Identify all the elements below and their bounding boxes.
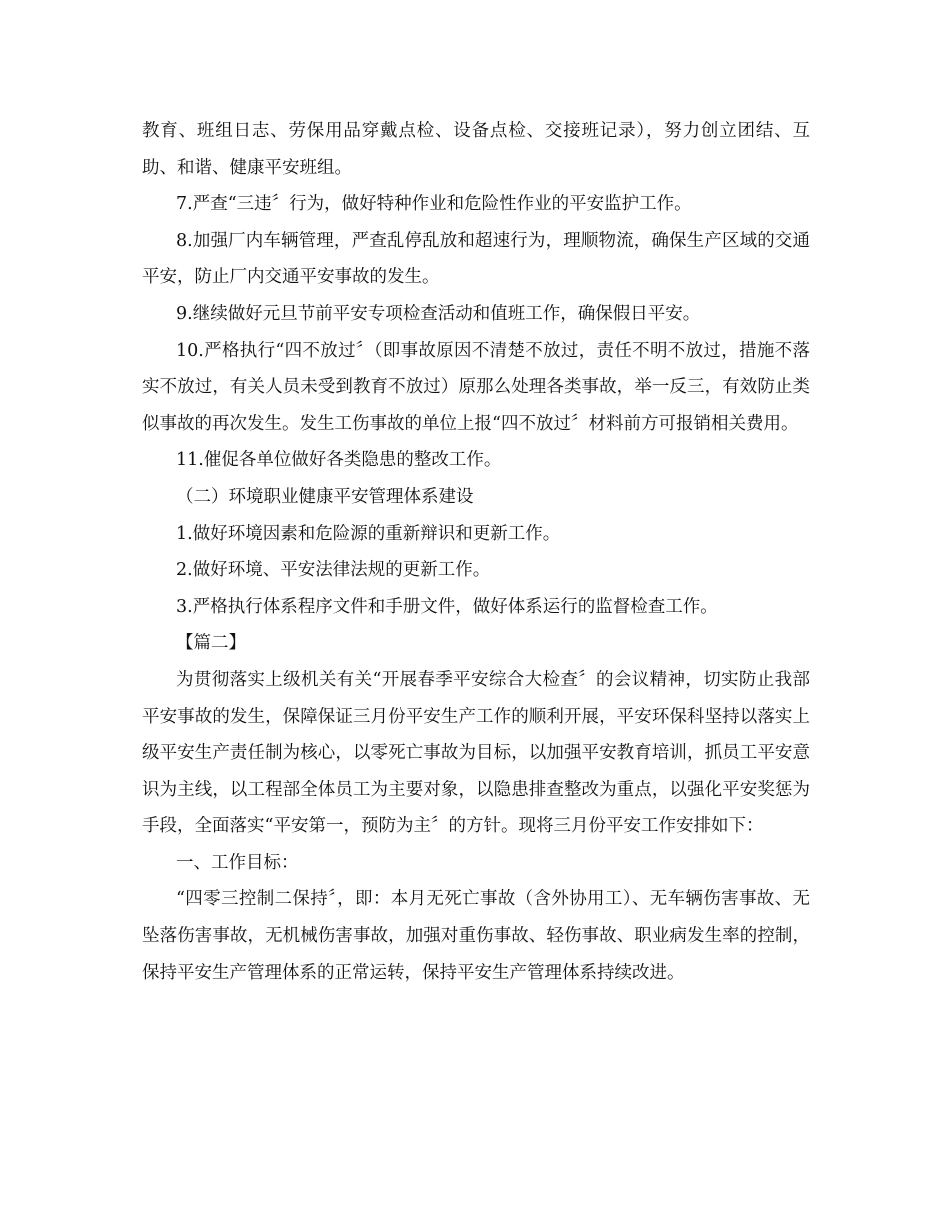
paragraph-subitem-3: 3.严格执行体系程序文件和手册文件，做好体系运行的监督检查工作。	[176, 596, 718, 617]
paragraph-subitem-2: 2.做好环境、平安法律法规的更新工作。	[176, 560, 491, 581]
section-heading-2: （二）环境职业健康平安管理体系建设	[176, 486, 474, 507]
paragraph-item-9: 9.继续做好元旦节前平安专项检查活动和值班工作，确保假日平安。	[176, 303, 701, 324]
document-body	[142, 113, 810, 991]
goal-heading: 一、工作目标：	[176, 852, 299, 873]
chapter-heading: 【篇二】	[176, 633, 246, 654]
paragraph-intro: 为贯彻落实上级机关有关“开展春季平安综合大检查〞的会议精神，切实防止我部平安事故的发生，保障保证三月份平安生产工作的顺利开展，平安环保科坚持以落实上级平安生产责任制为核心，以零死亡事故为目标，以加强平安教育培训，抓员工平安意识为主线，以工程部全体员工为主要对象，以隐患排查整改为重点，以强化平安奖惩为手段，全面落实“平安第一，预防为主〞的方针。现将三月份平安工作安排如下：	[142, 669, 810, 837]
paragraph-item-7: 7.严查“三违〞行为，做好特种作业和危险性作业的平安监护工作。	[176, 194, 692, 215]
paragraph-item-8: 8.加强厂内车辆管理，严查乱停乱放和超速行为，理顺物流，确保生产区域的交通平安，防止厂内交通平安事故的发生。	[142, 230, 810, 288]
paragraph-item-10: 10.严格执行“四不放过〞（即事故原因不清楚不放过，责任不明不放过，措施不落实不放过，有关人员未受到教育不放过）原那么处理各类事故，举一反三，有效防止类似事故的再次发生。发生工伤事故的单位上报“四不放过〞材料前方可报销相关费用。	[142, 340, 810, 434]
paragraph-subitem-1: 1.做好环境因素和危险源的重新辩识和更新工作。	[176, 523, 561, 544]
paragraph-goal: “四零三控制二保持〞，即：本月无死亡事故（含外协用工）、无车辆伤害事故、无坠落伤害事故，无机械伤害事故，加强对重伤事故、轻伤事故、职业病发生率的控制，保持平安生产管理体系的正常运转，保持平安生产管理体系持续改进。	[142, 889, 810, 983]
paragraph-item-11: 11.催促各单位做好各类隐患的整改工作。	[176, 450, 502, 471]
paragraph-continuation: 教育、班组日志、劳保用品穿戴点检、设备点检、交接班记录），努力创立团结、互助、和谐、健康平安班组。	[142, 121, 810, 178]
